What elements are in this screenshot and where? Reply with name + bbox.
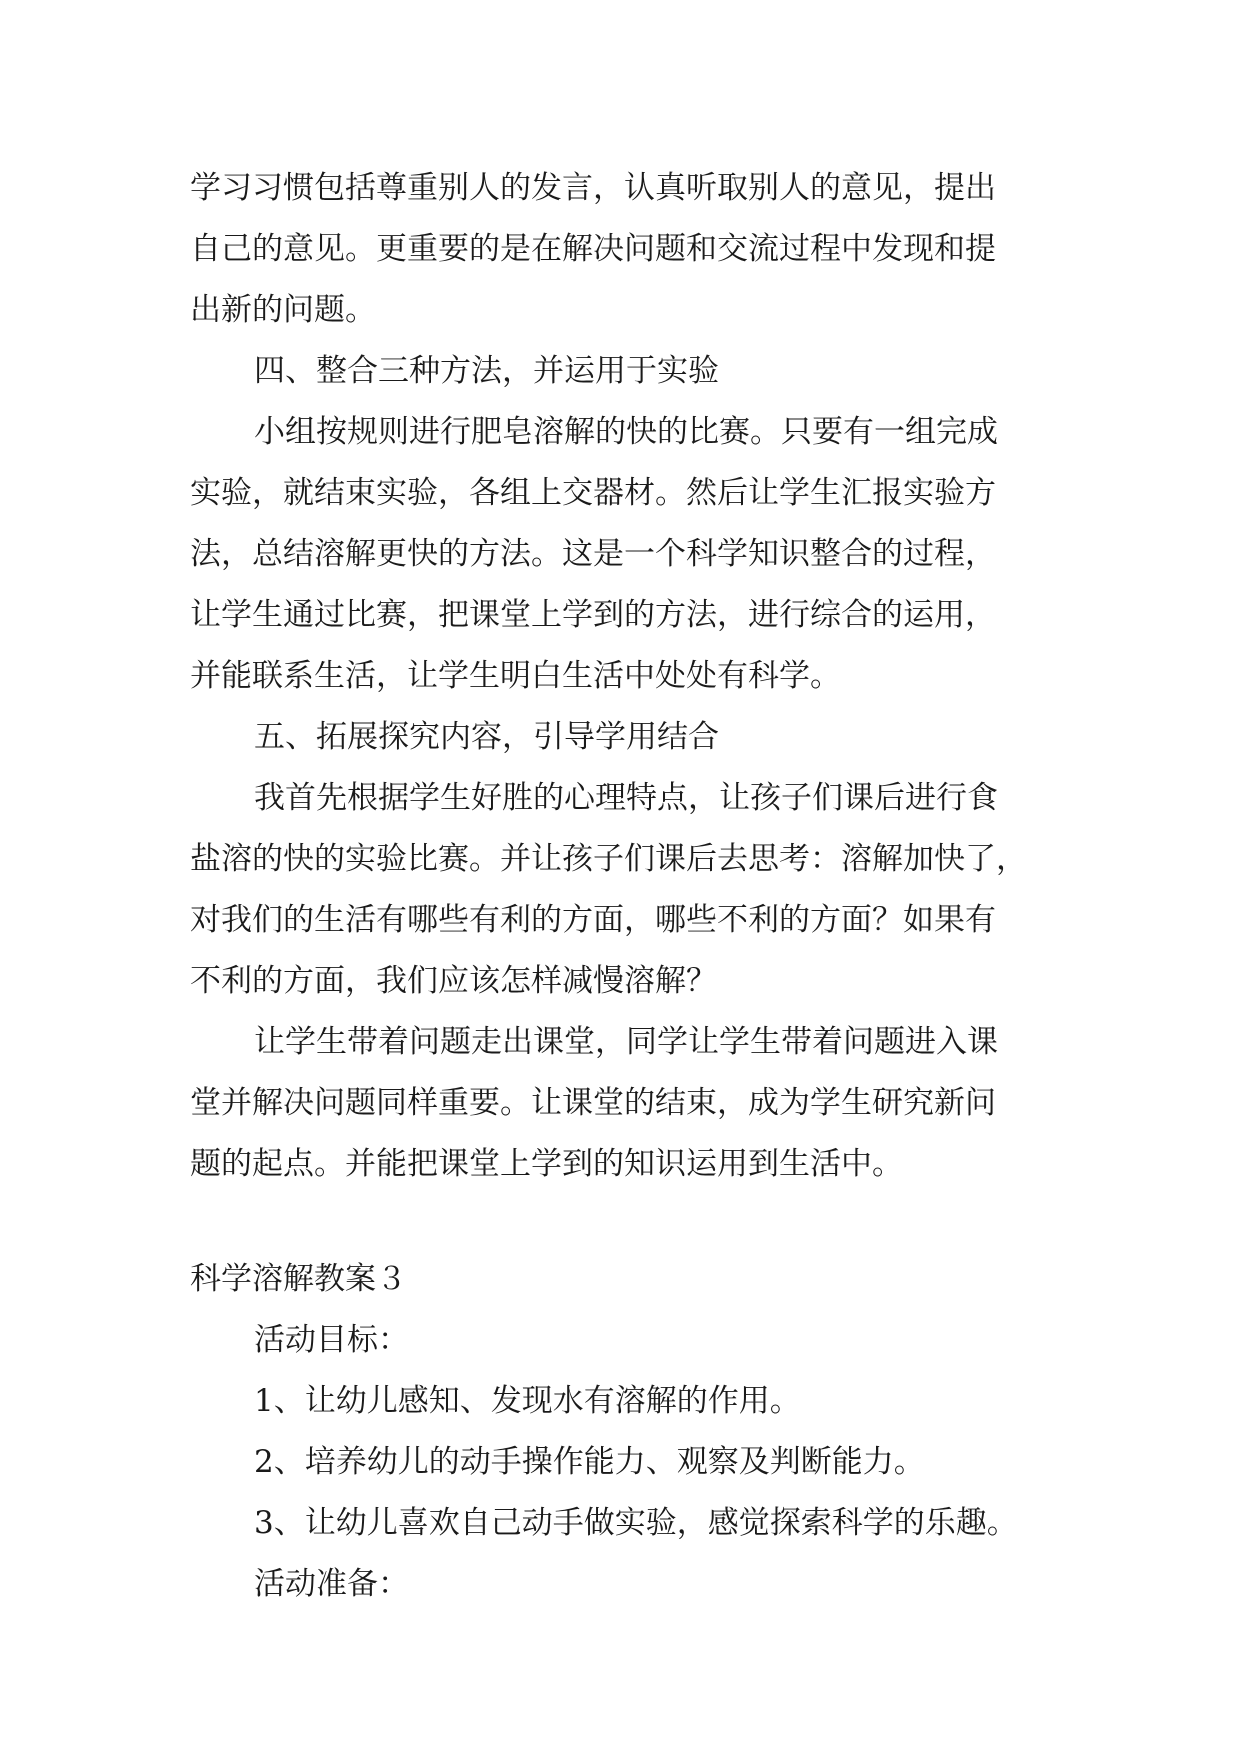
section-gap — [190, 1195, 1060, 1249]
heading-text: 四、整合三种方法，并运用于实验 — [254, 353, 719, 389]
text-line: 堂并解决问题同样重要。让课堂的结束，成为学生研究新问 — [190, 1085, 996, 1121]
activity-goal-item: 1、让幼儿感知、发现水有溶解的作用。 — [254, 1383, 801, 1419]
text-line: 让学生带着问题走出课堂，同学让学生带着问题进入课 — [254, 1024, 998, 1060]
text-line: 不利的方面，我们应该怎样减慢溶解？ — [190, 963, 717, 999]
text-line: 小组按规则进行肥皂溶解的快的比赛。只要有一组完成 — [254, 414, 998, 450]
text-line: 自己的意见。更重要的是在解决问题和交流过程中发现和提 — [190, 231, 996, 267]
text-line: 出新的问题。 — [190, 292, 376, 328]
text-line: 并能联系生活，让学生明白生活中处处有科学。 — [190, 658, 841, 694]
heading-section-five — [190, 707, 1060, 768]
text-line: 实验，就结束实验，各组上交器材。然后让学生汇报实验方 — [190, 475, 996, 511]
paragraph-questions-conclusion — [190, 1012, 1060, 1195]
text-line: 法，总结溶解更快的方法。这是一个科学知识整合的过程， — [190, 536, 996, 572]
paragraph-soap-competition — [190, 402, 1060, 707]
text-line: 让学生通过比赛，把课堂上学到的方法，进行综合的运用， — [190, 597, 996, 633]
text-line: 题的起点。并能把课堂上学到的知识运用到生活中。 — [190, 1146, 903, 1182]
paragraph-salt-experiment — [190, 768, 1060, 1012]
text-line: 学习习惯包括尊重别人的发言，认真听取别人的意见，提出 — [190, 170, 996, 206]
activity-goal-item: 3、让幼儿喜欢自己动手做实验，感觉探索科学的乐趣。 — [254, 1505, 1018, 1541]
section-title-lesson-3: 科学溶解教案３ — [190, 1261, 407, 1297]
text-line: 盐溶的快的实验比赛。并让孩子们课后去思考：溶解加快了， — [190, 841, 1027, 877]
heading-text: 五、拓展探究内容，引导学用结合 — [254, 719, 719, 755]
activity-preparation-heading: 活动准备： — [254, 1566, 409, 1602]
activity-goal-item: 2、培养幼儿的动手操作能力、观察及判断能力。 — [254, 1444, 925, 1480]
heading-section-four — [190, 341, 1060, 402]
activity-goals-heading: 活动目标： — [254, 1322, 409, 1358]
document-page — [190, 158, 1060, 1615]
text-line: 我首先根据学生好胜的心理特点，让孩子们课后进行食 — [254, 780, 998, 816]
text-line: 对我们的生活有哪些有利的方面，哪些不利的方面？如果有 — [190, 902, 996, 938]
paragraph-study-habits — [190, 158, 1060, 341]
